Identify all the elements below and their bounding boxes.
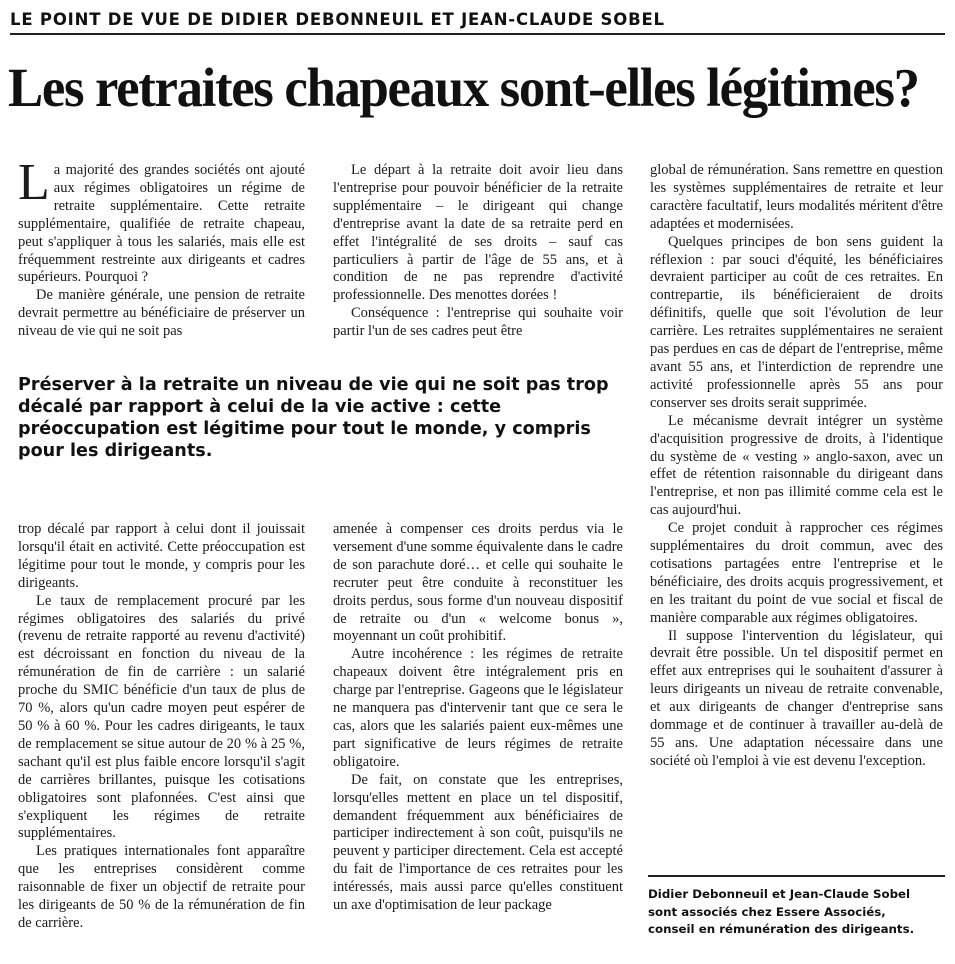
paragraph: Les pratiques internationales font apparaître que les entreprises considèrent comme raisonnable de fixer un objectif de retraite pour les dirigeants de 50 % de la rémunération de fin de carrière.: [18, 843, 305, 931]
paragraph: amenée à compenser ces droits perdus via le versement d'une somme équivalente dans le cadre de son parachute doré… et celle qui souhaite le recruter peut être conduite à reconstituer les droits perdus, sous forme d'un nouveau dispositif de retraite ou d'un « welcome bonus », moyennant un coût prohibitif.: [333, 521, 623, 645]
paragraph-text: a majorité des grandes sociétés ont ajouté aux régimes obligatoires un régime de retraite supplémentaire. Cette retraite supplémentaire, qualifiée de retraite chapeau, peut s'appliquer à tous les salariés, mais elle est fréquemment restreinte aux dirigeants et cadres supérieurs. Pourquoi ?: [18, 162, 305, 286]
column-2-bottom: [333, 521, 623, 951]
column-1-top: [18, 162, 305, 358]
drop-cap: L: [18, 162, 50, 211]
paragraph: Il suppose l'intervention du législateur, qui devrait être possible. Un tel dispositif permet en effet aux entreprises qui le souhaitent d'assurer à leurs dirigeants un niveau de retraite convenable, et aux dirigeants de changer d'entreprise sans dommage et de continuer à travailler au-delà de 55 ans. Une adaptation nécessaire dans une société où l'emploi à vie est devenu l'exception.: [650, 627, 943, 769]
paragraph: Autre incohérence : les régimes de retraite chapeaux doivent être intégralement pris en charge par l'entreprise. Gageons que le législateur ne manquera pas d'intervenir tant que ce sera le cas, alors que les salariés paient eux-mêmes une part significative de leurs régimes de retraite obligatoire.: [333, 646, 623, 770]
column-1-bottom: [18, 521, 305, 951]
paragraph: Quelques principes de bon sens guident la réflexion : par souci d'équité, les bénéficiaires devraient participer au coût de ces retraites. En contrepartie, ils bénéficieraient de droits définitifs, quelle que soit l'évolution de leur carrière. Les retraites supplémentaires ne seraient pas perdues en cas de départ de l'entreprise, même avant 55 ans, et l'interdiction de reprendre une activité professionnelle après 55 ans pour conserver ses droits serait supprimée.: [650, 233, 943, 411]
paragraph: Le mécanisme devrait intégrer un système d'acquisition progressive de droits, à l'identique du système de « vesting » anglo-saxon, avec un effet de rétention raisonnable du dirigeant dans l'entreprise, et non pas illimité comme cela est le cas aujourd'hui.: [650, 412, 943, 519]
paragraph: Le taux de remplacement procuré par les régimes obligatoires des salariés du privé (revenu de retraite rapporté au revenu d'activité) est décroissant en fonction du niveau de la rémunération de fin de carrière : un salarié proche du SMIC bénéficie d'un taux de plus de 70 %, alors qu'un cadre moyen peut espérer de 50 % à 60 %. Pour les cadres dirigeants, le taux de remplacement se situe autour de 20 % à 25 %, sachant qu'il est plus faible encore lorsqu'il s'agit de carrières brillantes, puisque les cotisations obligatoires sont plafonnées. C'est ainsi que s'expliquent les régimes de retraite supplémentaires.: [18, 592, 305, 842]
paragraph: Conséquence : l'entreprise qui souhaite voir partir l'un de ses cadres peut être: [333, 305, 623, 340]
paragraph: trop décalé par rapport à celui dont il jouissait lorsqu'il était en activité. Cette préoccupation est légitime pour tout le monde, y compris pour les dirigeants.: [18, 521, 305, 591]
pull-quote: Préserver à la retraite un niveau de vie qui ne soit pas trop décalé par rapport à celui de la vie active : cette préoccupation est légitime pour tout le monde, y compris pour les dirigeants.: [18, 375, 609, 461]
paragraph: De manière générale, une pension de retraite devrait permettre au bénéficiaire de préserver un niveau de vie qui ne soit pas: [18, 287, 305, 340]
signature-line: Didier Debonneuil et Jean-Claude Sobel: [648, 887, 911, 901]
paragraph: [18, 162, 305, 287]
article-headline: Les retraites chapeaux sont-elles légitimes?: [8, 57, 919, 118]
signature-line: conseil en rémunération des dirigeants.: [648, 922, 915, 937]
article-kicker: LE POINT DE VUE DE DIDIER DEBONNEUIL ET JEAN-CLAUDE SOBEL: [10, 9, 945, 35]
paragraph: Le départ à la retraite doit avoir lieu dans l'entreprise pour pouvoir bénéficier de la retraite supplémentaire – le dirigeant qui change d'entreprise avant la date de sa retraite perd en effet l'intégralité de ses droits – sauf cas particuliers à partir de l'âge de 55 ans, et à condition de ne pas reprendre d'activité professionnelle. Des menottes dorées !: [333, 162, 623, 304]
paragraph: Ce projet conduit à rapprocher ces régimes supplémentaires du droit commun, avec des cotisations partagées entre l'entreprise et le bénéficiaire, des droits acquis progressivement, et en les traitant du point de vue social et fiscal de manière comparable aux régimes obligatoires.: [650, 520, 943, 626]
column-2-top: [333, 162, 623, 358]
paragraph: De fait, on constate que les entreprises, lorsqu'elles mettent en place un tel dispositif, demandent fréquemment aux bénéficiaires de participer indirectement à son coût, puisqu'ils ne peuvent y participer directement. Cela est accepté du fait de l'importance de ces retraites pour les intéressés, mais aussi parce qu'elles constituent un axe d'optimisation de leur package: [333, 771, 623, 914]
column-3: [650, 162, 943, 870]
signature-line: sont associés chez Essere Associés,: [648, 904, 886, 919]
author-signature: [648, 875, 945, 939]
paragraph: global de rémunération. Sans remettre en question les systèmes supplémentaires de retraite et leur caractère facultatif, leurs modalités méritent d'être adaptées et modernisées.: [650, 162, 943, 232]
